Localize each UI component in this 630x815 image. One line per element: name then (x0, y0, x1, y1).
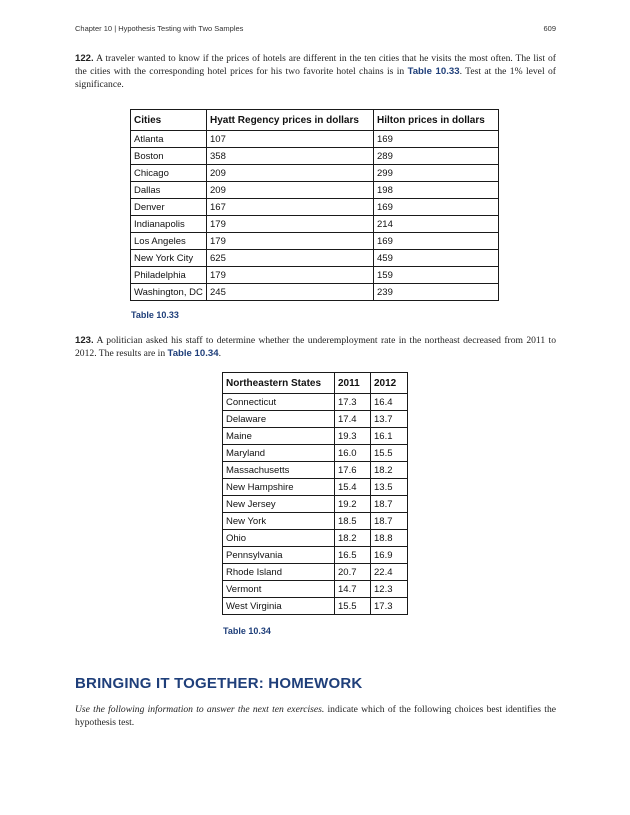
page-number: 609 (543, 24, 556, 33)
table-header-row (131, 110, 499, 131)
table-cell: 13.7 (371, 411, 408, 428)
table-cell: 16.5 (335, 547, 371, 564)
table-cell: 167 (207, 199, 374, 216)
table-cell: 209 (207, 165, 374, 182)
table-cell: 19.2 (335, 496, 371, 513)
table-row (223, 598, 408, 615)
table-cell: 16.9 (371, 547, 408, 564)
column-header: 2011 (335, 373, 371, 394)
table-cell: Denver (131, 199, 207, 216)
table-header-row (223, 373, 408, 394)
table-cell: 16.4 (371, 394, 408, 411)
table-cell: 214 (374, 216, 499, 233)
table-cell: 239 (374, 284, 499, 301)
table-row (223, 564, 408, 581)
table-cell: 15.4 (335, 479, 371, 496)
table-cell: Dallas (131, 182, 207, 199)
table-row (223, 411, 408, 428)
underemployment-table (222, 372, 408, 615)
table-cell: 18.2 (371, 462, 408, 479)
table-cell: 17.3 (335, 394, 371, 411)
column-header: 2012 (371, 373, 408, 394)
table-cell: 169 (374, 233, 499, 250)
intro-italic: Use the following information to answer the next ten exercises. (75, 704, 325, 715)
table-cell: West Virginia (223, 598, 335, 615)
table-cell: New York (223, 513, 335, 530)
table-row (223, 530, 408, 547)
table-cell: 16.1 (371, 428, 408, 445)
table-cell: 179 (207, 233, 374, 250)
table-cell: 179 (207, 267, 374, 284)
table-row (223, 428, 408, 445)
column-header: Hyatt Regency prices in dollars (207, 110, 374, 131)
table-row (131, 284, 499, 301)
table-cell: Washington, DC (131, 284, 207, 301)
table-cell: 245 (207, 284, 374, 301)
column-header: Hilton prices in dollars (374, 110, 499, 131)
table-cell: Boston (131, 148, 207, 165)
table-row (223, 479, 408, 496)
table-cell: 15.5 (371, 445, 408, 462)
problem-text: A traveler wanted to know if the prices of hotels are different in the ten cities that he visits the most often. The list of the cities with the corresponding hotel prices for his two favorite hotel chains is in (75, 53, 556, 77)
table-row (131, 199, 499, 216)
section-intro (75, 703, 556, 729)
column-header: Northeastern States (223, 373, 335, 394)
table-cell: Connecticut (223, 394, 335, 411)
table-cell: Rhode Island (223, 564, 335, 581)
table-cell: 16.0 (335, 445, 371, 462)
table-cell: 198 (374, 182, 499, 199)
table-row (131, 182, 499, 199)
problem-number: 122. (75, 53, 94, 64)
table-cell: 179 (207, 216, 374, 233)
column-header: Cities (131, 110, 207, 131)
table-cell: Philadelphia (131, 267, 207, 284)
table-cell: 19.3 (335, 428, 371, 445)
table-row (223, 394, 408, 411)
table-cell: 299 (374, 165, 499, 182)
table-cell: Indianapolis (131, 216, 207, 233)
table-cell: New Jersey (223, 496, 335, 513)
table-cell: Pennsylvania (223, 547, 335, 564)
table-cell: Massachusetts (223, 462, 335, 479)
table-row (131, 216, 499, 233)
table-cell: 20.7 (335, 564, 371, 581)
hotel-prices-table (130, 109, 499, 301)
table-cell: 18.2 (335, 530, 371, 547)
table-row (131, 233, 499, 250)
table-cell: 107 (207, 131, 374, 148)
problem-text: A politician asked his staff to determine whether the underemployment rate in the northeast decreased from 2011 to 2012. The results are in (75, 335, 556, 359)
table-cell: Maine (223, 428, 335, 445)
table-cell: 17.4 (335, 411, 371, 428)
table-reference-link[interactable]: Table 10.34 (167, 348, 219, 359)
problem-text: . Test at the 1% level of significance. (75, 66, 556, 90)
table-cell: Chicago (131, 165, 207, 182)
table-caption: Table 10.33 (131, 310, 179, 320)
page-header (75, 24, 556, 33)
table-reference-link[interactable]: Table 10.33 (407, 66, 460, 77)
table-caption: Table 10.34 (223, 626, 271, 636)
table-row (131, 165, 499, 182)
table-cell: 18.7 (371, 496, 408, 513)
table-cell: 17.3 (371, 598, 408, 615)
table-cell: New York City (131, 250, 207, 267)
chapter-title: Chapter 10 | Hypothesis Testing with Two Samples (75, 24, 244, 33)
table-row (223, 445, 408, 462)
table-cell: 14.7 (335, 581, 371, 598)
table-cell: 169 (374, 131, 499, 148)
table-cell: 209 (207, 182, 374, 199)
table-cell: Maryland (223, 445, 335, 462)
table-cell: Atlanta (131, 131, 207, 148)
section-heading: BRINGING IT TOGETHER: HOMEWORK (75, 675, 363, 692)
problem-number: 123. (75, 335, 94, 346)
table-cell: Delaware (223, 411, 335, 428)
table-row (131, 131, 499, 148)
table-row (223, 513, 408, 530)
table-row (131, 250, 499, 267)
table-cell: 159 (374, 267, 499, 284)
table-cell: 289 (374, 148, 499, 165)
table-row (223, 462, 408, 479)
table-cell: 18.8 (371, 530, 408, 547)
table-row (131, 148, 499, 165)
table-cell: 625 (207, 250, 374, 267)
table-cell: 18.7 (371, 513, 408, 530)
table-cell: 169 (374, 199, 499, 216)
problem-text: . (218, 348, 221, 359)
table-cell: 358 (207, 148, 374, 165)
problem-122 (75, 52, 556, 91)
table-row (131, 267, 499, 284)
problem-123 (75, 334, 556, 360)
table-cell: 13.5 (371, 479, 408, 496)
table-cell: 18.5 (335, 513, 371, 530)
table-row (223, 547, 408, 564)
intro-text: indicate which of the following choices best identifies the hypothesis test. (75, 704, 556, 728)
table-cell: 459 (374, 250, 499, 267)
table-cell: 22.4 (371, 564, 408, 581)
table-row (223, 496, 408, 513)
table-cell: New Hampshire (223, 479, 335, 496)
table-row (223, 581, 408, 598)
table-cell: Ohio (223, 530, 335, 547)
table-cell: 12.3 (371, 581, 408, 598)
table-cell: 15.5 (335, 598, 371, 615)
table-cell: Vermont (223, 581, 335, 598)
table-cell: Los Angeles (131, 233, 207, 250)
table-cell: 17.6 (335, 462, 371, 479)
